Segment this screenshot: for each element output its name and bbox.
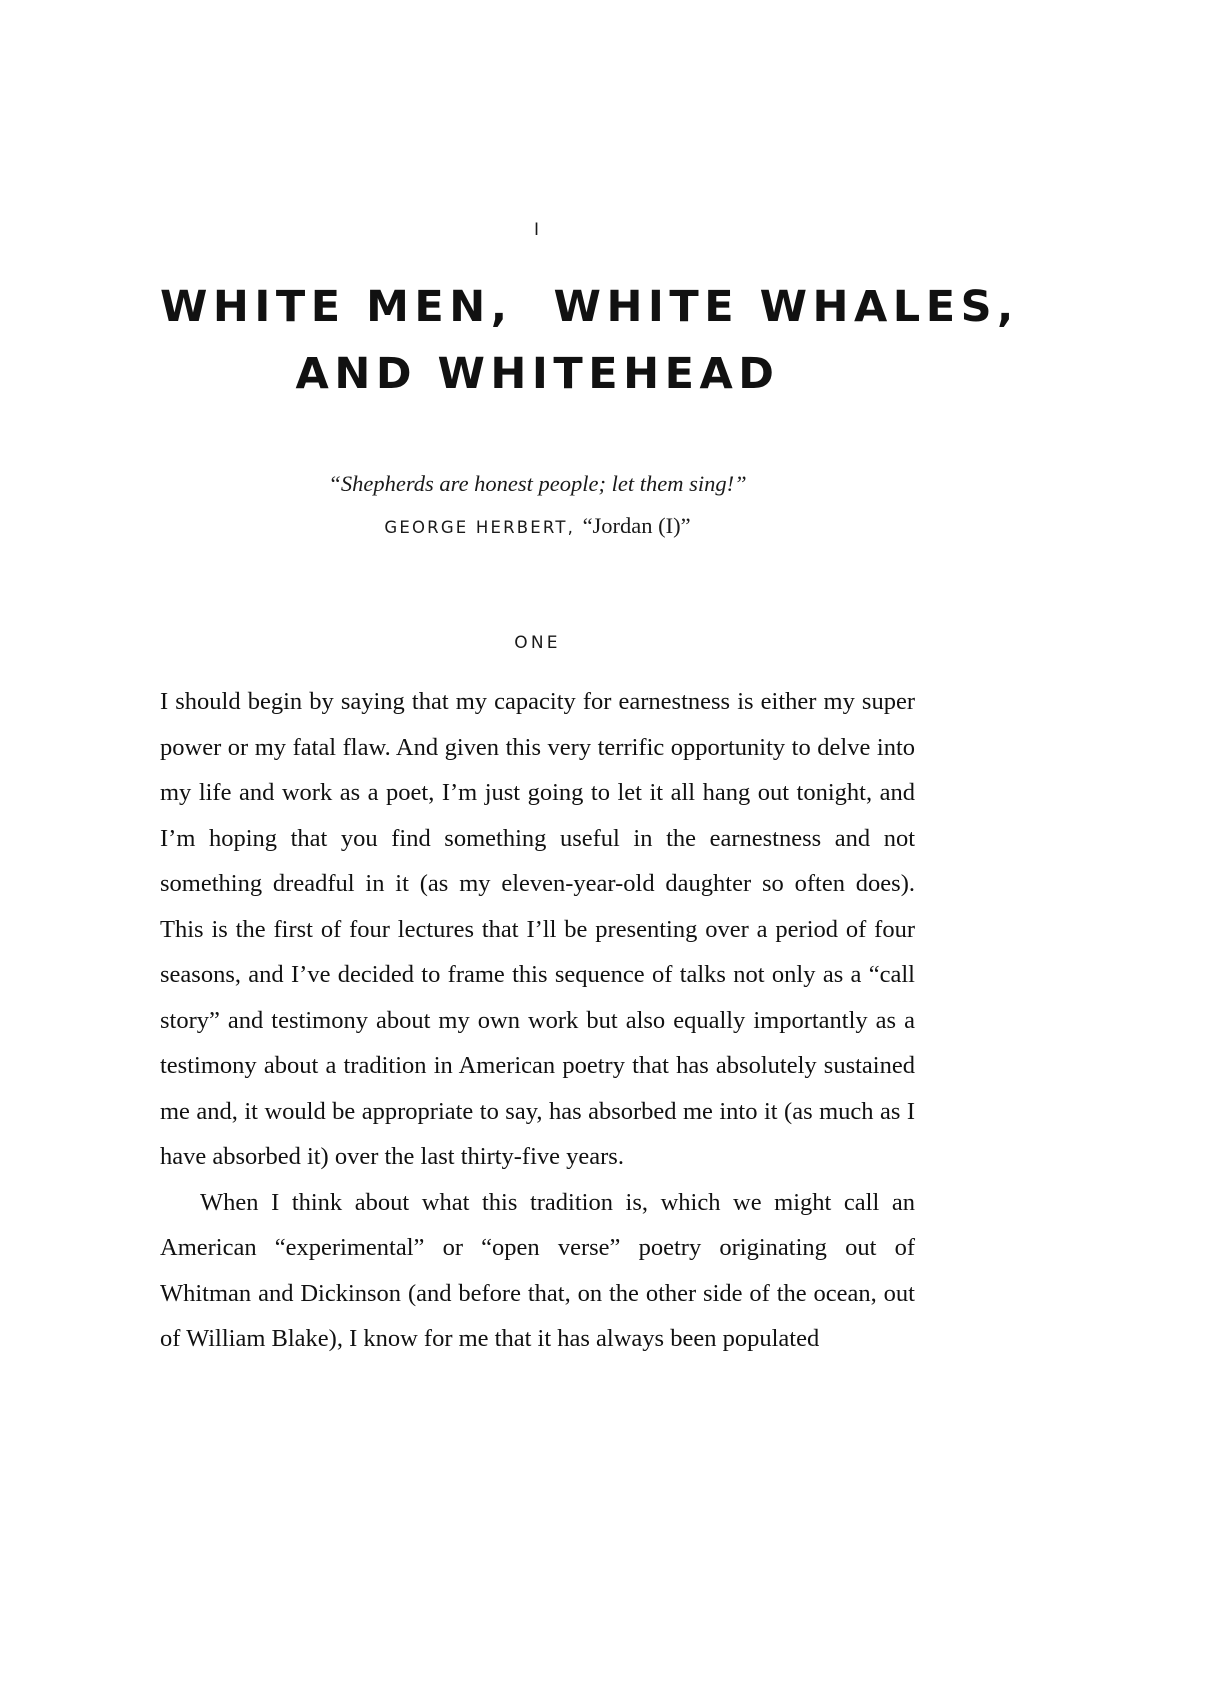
epigraph bbox=[160, 469, 915, 541]
section-label: ONE bbox=[514, 633, 561, 654]
chapter-title bbox=[160, 274, 1019, 407]
epigraph-work: “Jordan (I)” bbox=[582, 512, 691, 538]
body-text bbox=[160, 679, 915, 1362]
epigraph-attribution bbox=[160, 511, 915, 541]
epigraph-quote: “Shepherds are honest people; let them sing!” bbox=[328, 471, 747, 497]
epigraph-author: GEORGE HERBERT, bbox=[384, 517, 583, 537]
chapter-title-line-1: WHITE MEN, WHITE WHALES, bbox=[160, 282, 1019, 332]
chapter-number: I bbox=[533, 220, 541, 240]
paragraph-1: I should begin by saying that my capacity for earnestness is either my super power or my fatal flaw. And given this very terrific opportunity to delve into my life and work as a poet, I’m just going to let it all hang out tonight, and I’m hoping that you find something useful in the earnestness and not something dreadful in it (as my eleven-year-old daughter so often does). This is the first of four lectures that I’ll be presenting over a period of four seasons, and I’ve decided to frame this sequence of talks not only as a “call story” and testimony about my own work but also equally importantly as a testimony about a tradition in American poetry that has absolutely sustained me and, it would be appropriate to say, has absorbed me into it (as much as I have absorbed it) over the last thirty-five years. bbox=[160, 688, 915, 1171]
page-content bbox=[160, 220, 1019, 1362]
chapter-title-line-2: AND WHITEHEAD bbox=[295, 348, 780, 399]
paragraph-2: When I think about what this tradition is, which we might call an American “experimental” or “open verse” poetry originating out of Whitman and Dickinson (and before that, on the other side of the ocean, out of William Blake), I know for me that it has always been populated bbox=[160, 1188, 915, 1353]
